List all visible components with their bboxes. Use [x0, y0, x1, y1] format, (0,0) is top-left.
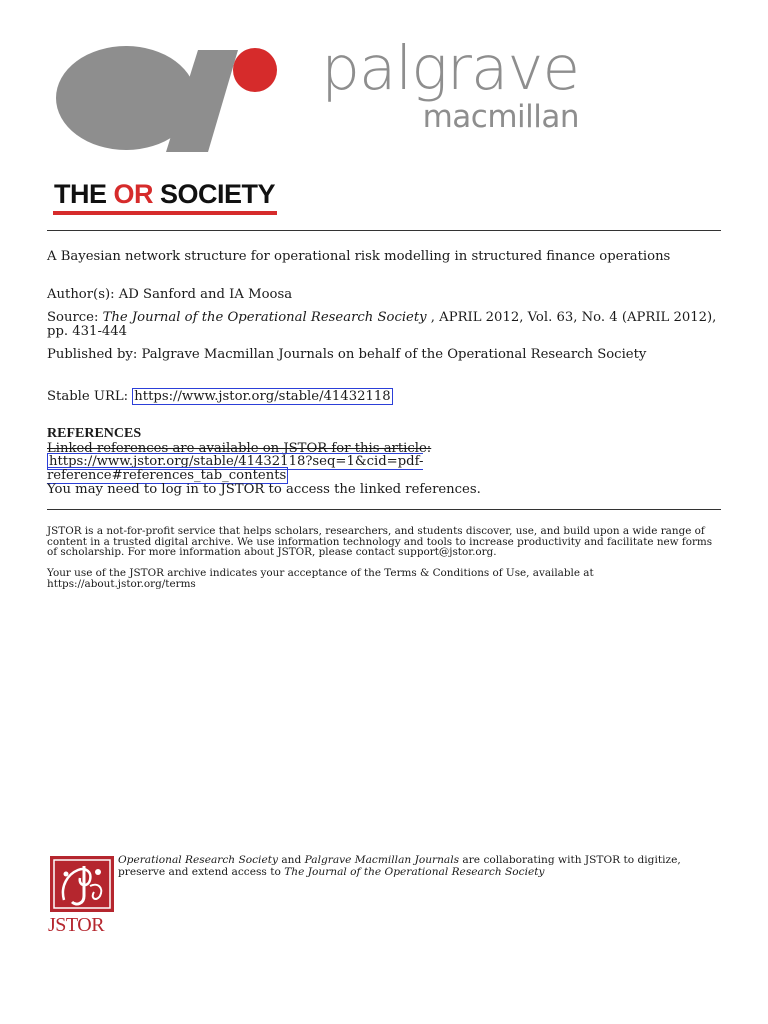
article-source [47, 311, 721, 339]
source-prefix: Source: [47, 310, 103, 325]
publisher-logo [289, 33, 589, 148]
references-note: Linked references are available on JSTOR for this article: [47, 441, 432, 456]
stable-url-row [47, 390, 721, 404]
society-wordmark [54, 181, 275, 208]
jstor-terms-text: Your use of the JSTOR archive indicates your acceptance of the Terms & Conditions of Use, available at https://about.jstor.org/terms [47, 567, 594, 590]
or-society-logo-icon [48, 40, 288, 152]
header-divider [47, 230, 721, 231]
source-details: , APRIL 2012, Vol. 63, No. 4 (APRIL 2012), pp. 431-444 [47, 310, 717, 339]
stable-url-link[interactable]: https://www.jstor.org/stable/41432118 [134, 389, 391, 404]
collab-journal: The Journal of the Operational Research Society [284, 865, 545, 878]
references-heading: REFERENCES [47, 426, 142, 441]
article-authors: Author(s): AD Sanford and IA Moosa [47, 287, 293, 302]
jstor-about-text: JSTOR is a not-for-profit service that helps scholars, researchers, and students discover, use, and build upon a wide range of content in a trusted digital archive. We use information technology and tools to increase productivity and facilitate new forms of scholarship. For more information about JSTOR, please contact support@jstor.org. [47, 525, 713, 558]
society-or-mark: OR [113, 179, 154, 209]
society-prefix: THE [54, 179, 114, 209]
references-login-note: You may need to log in to JSTOR to access the linked references. [47, 482, 481, 497]
collab-and: and [277, 854, 305, 866]
article-title: A Bayesian network structure for operational risk modelling in structured finance operations [47, 249, 671, 264]
notice-divider [47, 509, 721, 510]
society-underline [53, 211, 277, 215]
article-publisher: Published by: Palgrave Macmillan Journals on behalf of the Operational Research Society [47, 347, 647, 362]
jstor-logo-icon [50, 856, 114, 912]
references-link[interactable]: https://www.jstor.org/stable/41432118?seq=1&cid=pdf-reference#references_tab_contents [47, 454, 424, 483]
source-journal: The Journal of the Operational Research Society [102, 310, 427, 325]
collab-org1: Operational Research Society [118, 854, 278, 866]
collab-text: are collaborating with JSTOR to digitize, preserve and extend access to [118, 854, 681, 878]
society-suffix: SOCIETY [153, 179, 276, 209]
references-url-block [47, 455, 467, 483]
publisher-subname: macmillan [422, 99, 579, 135]
jstor-wordmark: JSTOR [48, 914, 105, 936]
collaboration-statement [118, 855, 718, 878]
stable-url-label: Stable URL: [47, 389, 133, 404]
collab-org2: Palgrave Macmillan Journals [304, 854, 460, 866]
publisher-name: palgrave [321, 33, 579, 104]
